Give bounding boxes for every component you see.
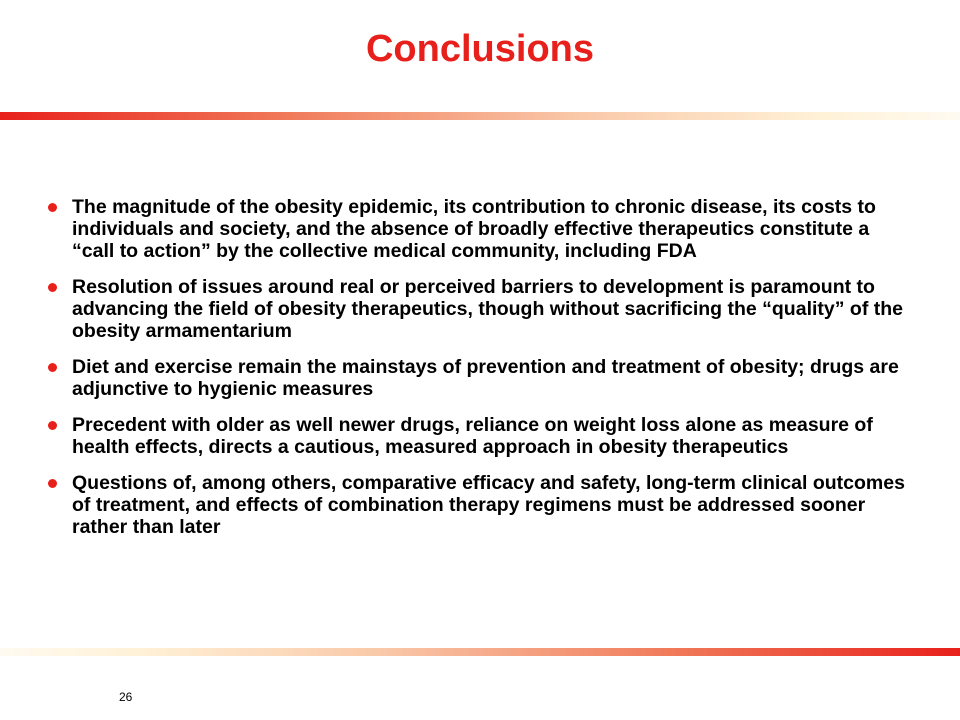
bullet-dot-icon — [48, 363, 57, 372]
bullet-dot-icon — [48, 479, 57, 488]
bullet-text: The magnitude of the obesity epidemic, its contribution to chronic disease, its costs to individuals and society, and the absence of broadly effective therapeutics constitute a “call to action” by the collective medical community, including FDA — [72, 196, 876, 262]
slide-title: Conclusions — [365, 28, 595, 70]
conclusions-bullet-list — [46, 196, 906, 552]
top-gradient-divider — [0, 112, 960, 120]
bullet-dot-icon — [48, 421, 57, 430]
bullet-text: Resolution of issues around real or perceived barriers to development is paramount to advancing the field of obesity therapeutics, though without sacrificing the “quality” of the obesity armamentarium — [72, 276, 903, 342]
bullet-text: Questions of, among others, comparative efficacy and safety, long-term clinical outcomes of treatment, and effects of combination therapy regimens must be addressed sooner rather than later — [72, 472, 905, 538]
bullet-item — [46, 356, 906, 400]
bullet-item — [46, 276, 906, 342]
bullet-item — [46, 472, 906, 538]
bullet-text: Precedent with older as well newer drugs, reliance on weight loss alone as measure of health effects, directs a cautious, measured approach in obesity therapeutics — [72, 414, 873, 458]
bullet-item — [46, 196, 906, 262]
bullet-dot-icon — [48, 283, 57, 292]
bullet-dot-icon — [48, 203, 57, 212]
bullet-item — [46, 414, 906, 458]
bullet-text: Diet and exercise remain the mainstays of prevention and treatment of obesity; drugs are adjunctive to hygienic measures — [72, 356, 899, 400]
page-number: 26 — [119, 690, 133, 704]
bottom-gradient-divider — [0, 648, 960, 656]
